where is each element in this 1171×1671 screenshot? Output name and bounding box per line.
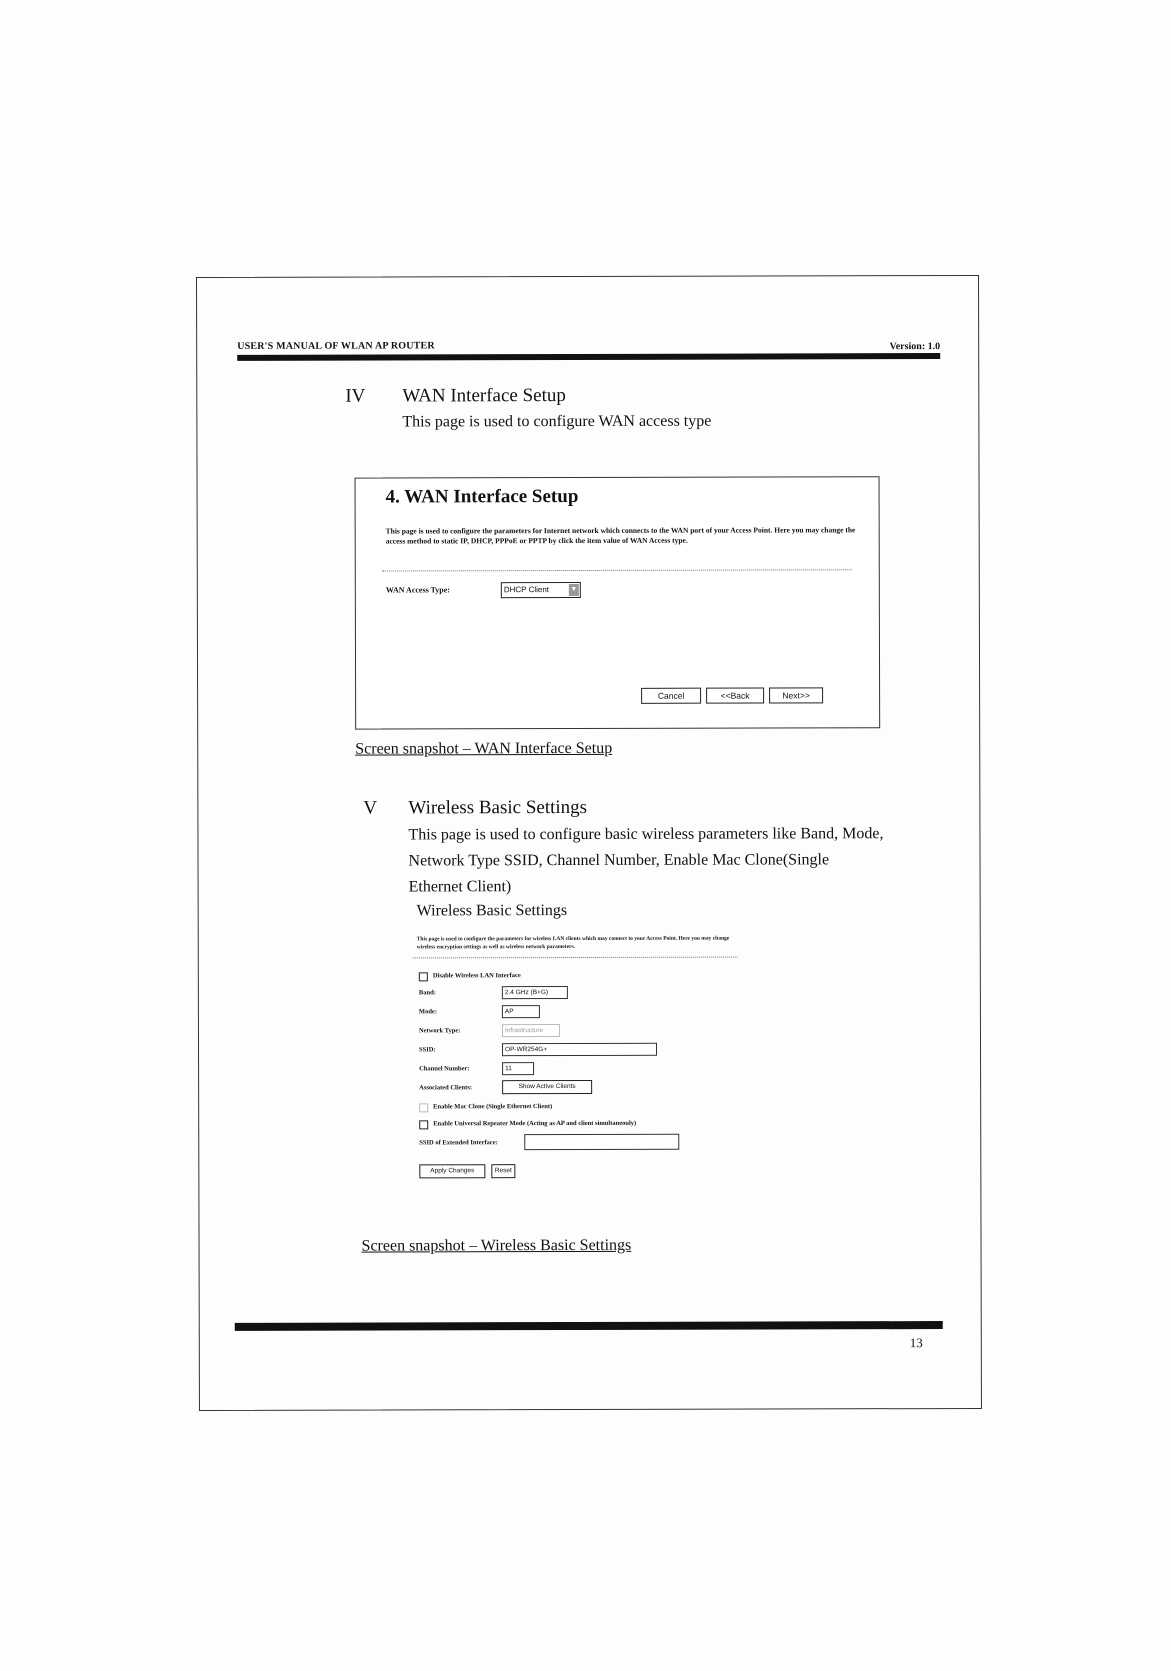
associated-clients-label: Associated Clients: <box>419 1084 473 1092</box>
section-iv-title: WAN Interface Setup <box>402 385 566 407</box>
next-button[interactable]: Next>> <box>769 687 823 703</box>
manual-title: USER'S MANUAL OF WLAN AP ROUTER <box>237 340 435 352</box>
version-label: Version: 1.0 <box>889 341 941 353</box>
universal-repeater-label: Enable Universal Repeater Mode (Acting as AP and client simultaneouly) <box>433 1119 637 1128</box>
channel-label: Channel Number: <box>419 1065 470 1073</box>
ssid-value: OP-WR254G+ <box>505 1046 548 1054</box>
mode-label: Mode: <box>418 1008 437 1016</box>
header-rule <box>237 353 940 361</box>
divider <box>413 957 738 959</box>
universal-repeater-checkbox[interactable] <box>419 1120 428 1129</box>
wan-snapshot-caption: Screen snapshot – WAN Interface Setup <box>355 739 613 758</box>
footer-rule <box>235 1321 943 1331</box>
band-select[interactable] <box>502 986 568 999</box>
network-type-label: Network Type: <box>418 1027 461 1035</box>
apply-changes-button[interactable]: Apply Changes <box>419 1164 485 1178</box>
wireless-screenshot-title: Wireless Basic Settings <box>416 902 568 920</box>
mode-value: AP <box>504 1008 514 1016</box>
section-iv-number: IV <box>345 385 366 407</box>
wan-screenshot <box>355 476 881 729</box>
show-active-clients-button[interactable]: Show Active Clients <box>502 1080 592 1094</box>
wan-screenshot-title: 4. WAN Interface Setup <box>385 485 579 508</box>
mode-select[interactable] <box>502 1005 540 1018</box>
disable-wireless-checkbox[interactable] <box>419 972 428 981</box>
extended-ssid-input[interactable] <box>524 1134 679 1150</box>
wireless-snapshot-caption: Screen snapshot – Wireless Basic Settings <box>361 1236 632 1255</box>
ssid-label: SSID: <box>419 1046 436 1054</box>
mac-clone-label: Enable Mac Clone (Single Ethernet Client) <box>433 1103 553 1111</box>
network-type-select[interactable] <box>502 1024 560 1037</box>
cancel-button[interactable]: Cancel <box>641 688 701 704</box>
section-v-number: V <box>363 797 378 819</box>
page-frame <box>196 275 982 1411</box>
disable-wireless-label: Disable Wireless LAN Interface <box>432 972 521 980</box>
wan-screenshot-description: This page is used to configure the parameters for Internet network which connects to the WAN port of your Access Point. Here you may change the access method to static IP, DHCP, PPPoE or PPTP by click the item value of WAN Access type. <box>385 525 856 546</box>
section-v-description-line-1: This page is used to configure basic wireless parameters like Band, Mode, <box>408 825 884 844</box>
section-v-description-line-2: Network Type SSID, Channel Number, Enable Mac Clone(Single <box>408 851 830 870</box>
section-iv-description: This page is used to configure WAN access type <box>402 412 712 431</box>
wan-access-type-label: WAN Access Type: <box>385 585 450 595</box>
extended-ssid-label: SSID of Extended Interface: <box>419 1139 498 1147</box>
channel-select[interactable] <box>502 1062 534 1075</box>
divider <box>382 569 852 571</box>
mac-clone-checkbox[interactable] <box>419 1103 428 1112</box>
chevron-down-icon: ▼ <box>569 584 579 596</box>
section-v-description-line-3: Ethernet Client) <box>408 878 512 896</box>
wan-access-type-select[interactable] <box>501 582 581 598</box>
network-type-value: Infrastructure <box>504 1027 544 1035</box>
band-label: Band: <box>418 989 436 997</box>
channel-value: 11 <box>505 1065 512 1073</box>
section-v-title: Wireless Basic Settings <box>408 796 588 819</box>
ssid-input[interactable] <box>502 1043 657 1056</box>
reset-button[interactable]: Reset <box>491 1164 515 1178</box>
back-button[interactable]: <<Back <box>706 688 764 704</box>
wireless-screenshot-description: This page is used to configure the parameters for wireless LAN clients which may connect to your Access Point. Here you may change wireless encryption settings as well as wireless network parameters. <box>416 935 730 951</box>
wan-access-type-value: DHCP Client <box>503 585 550 595</box>
page-number: 13 <box>909 1335 923 1351</box>
band-value: 2.4 GHz (B+G) <box>504 989 549 997</box>
